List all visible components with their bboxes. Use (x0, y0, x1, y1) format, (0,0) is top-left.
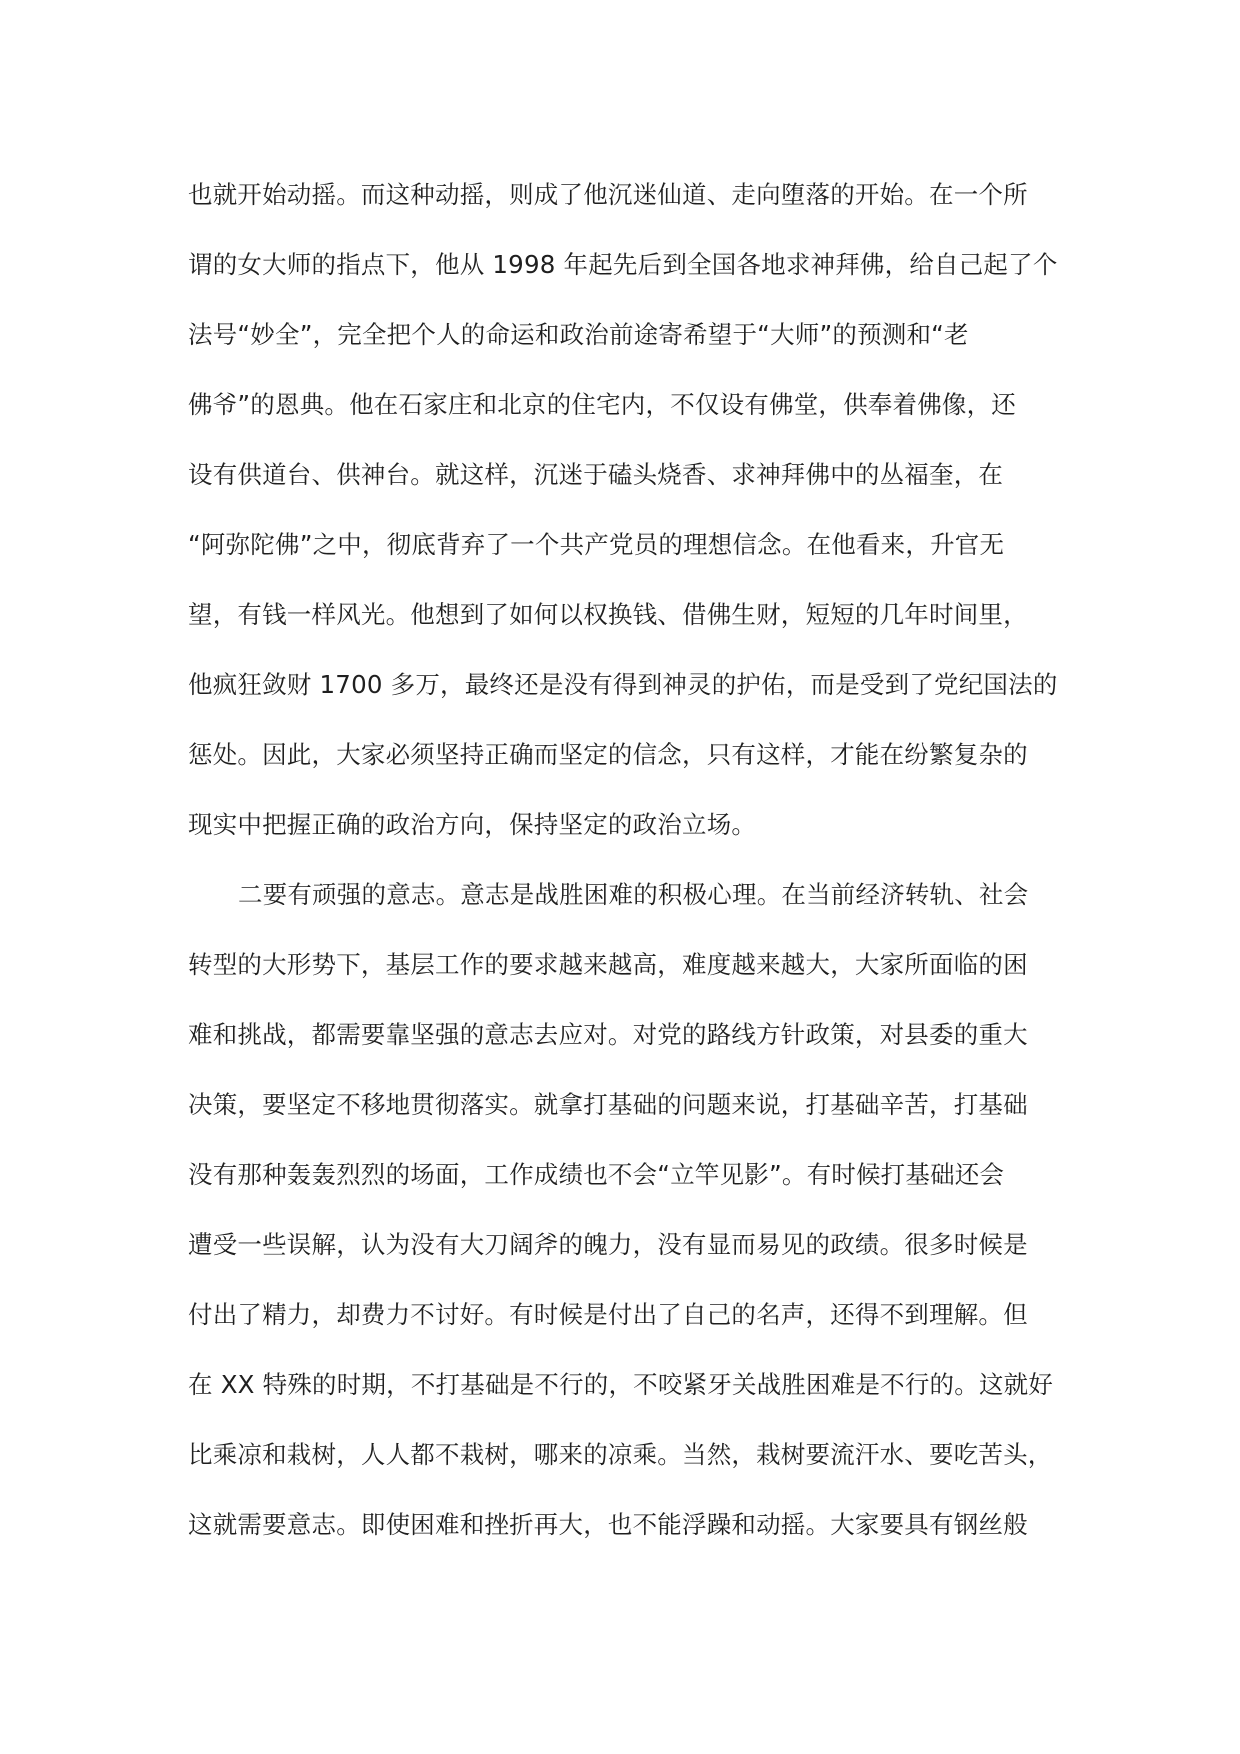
text-line: “阿弥陀佛”之中，彻底背弃了一个共产党员的理想信念。在他看来，升官无 (188, 530, 1005, 559)
text-line: 望，有钱一样风光。他想到了如何以权换钱、借佛生财，短短的几年时间里， (188, 600, 1028, 629)
text-line: 难和挑战，都需要靠坚强的意志去应对。对党的路线方针政策，对县委的重大 (188, 1020, 1028, 1049)
paragraph-start-line: 二要有顽强的意志。意志是战胜困难的积极心理。在当前经济转轨、社会 (238, 880, 1029, 909)
text-line: 付出了精力，却费力不讨好。有时候是付出了自己的名声，还得不到理解。但 (188, 1300, 1028, 1329)
text-line: 决策，要坚定不移地贯彻落实。就拿打基础的问题来说，打基础辛苦，打基础 (188, 1090, 1028, 1119)
text-line: 没有那种轰轰烈烈的场面，工作成绩也不会“立竿见影”。有时候打基础还会 (188, 1160, 1005, 1189)
text-line: 现实中把握正确的政治方向，保持坚定的政治立场。 (188, 810, 757, 839)
text-line: 这就需要意志。即使困难和挫折再大，也不能浮躁和动摇。大家要具有钢丝般 (188, 1510, 1028, 1539)
text-line: 转型的大形势下，基层工作的要求越来越高，难度越来越大，大家所面临的困 (188, 950, 1028, 979)
text-line: 谓的女大师的指点下，他从 1998 年起先后到全国各地求神拜佛，给自己起了个 (188, 250, 1058, 279)
body-text (188, 160, 1068, 1560)
text-line: 比乘凉和栽树，人人都不栽树，哪来的凉乘。当然，栽树要流汗水、要吃苦头， (188, 1440, 1053, 1469)
text-line: 设有供道台、供神台。就这样，沉迷于磕头烧香、求神拜佛中的丛福奎，在 (188, 460, 1004, 489)
text-line: 佛爷”的恩典。他在石家庄和北京的住宅内，不仅设有佛堂，供奉着佛像，还 (188, 390, 1016, 419)
text-line: 在 XX 特殊的时期，不打基础是不行的，不咬紧牙关战胜困难是不行的。这就好 (188, 1370, 1054, 1399)
text-line: 遭受一些误解，认为没有大刀阔斧的魄力，没有显而易见的政绩。很多时候是 (188, 1230, 1028, 1259)
text-line: 他疯狂敛财 1700 多万，最终还是没有得到神灵的护佑，而是受到了党纪国法的 (188, 670, 1058, 699)
text-line: 也就开始动摇。而这种动摇，则成了他沉迷仙道、走向堕落的开始。在一个所 (188, 180, 1028, 209)
text-line: 惩处。因此，大家必须坚持正确而坚定的信念，只有这样，才能在纷繁复杂的 (188, 740, 1028, 769)
text-line: 法号“妙全”，完全把个人的命运和政治前途寄希望于“大师”的预测和“老 (188, 320, 969, 349)
